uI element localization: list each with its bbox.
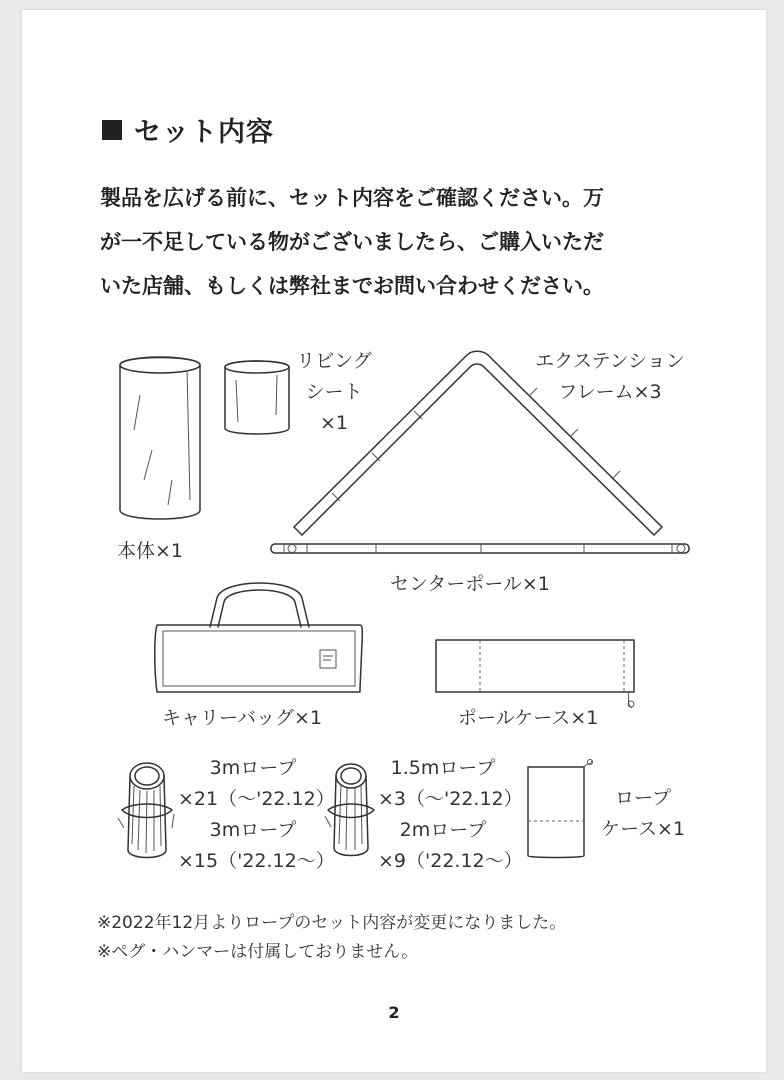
extension-frame-label: エクステンション フレーム×3 <box>535 350 685 403</box>
note-line: ※ペグ・ハンマーは付属しておりません。 <box>97 942 419 962</box>
heading-bullet-icon <box>102 120 122 140</box>
pole-case-label: ポールケース×1 <box>458 707 599 729</box>
carry-bag-label: キャリーバッグ×1 <box>162 707 323 729</box>
center-pole-icon <box>271 544 689 553</box>
rope-case-icon <box>528 760 593 858</box>
center-pole-label: センターポール×1 <box>390 573 550 595</box>
rope-a-label: 3mロープ ×21（〜'22.12） 3mロープ ×15（'22.12〜） <box>178 757 335 872</box>
living-sheet-icon <box>225 361 289 434</box>
pole-case-icon <box>436 640 634 708</box>
intro-line: が一不足している物がございましたら、ご購入いただ <box>100 230 604 254</box>
tent-body-icon <box>120 357 200 519</box>
note-line: ※2022年12月よりロープのセット内容が変更になりました。 <box>97 913 567 933</box>
section-title: セット内容 <box>134 117 274 148</box>
page-number: 2 <box>388 1003 400 1022</box>
carry-bag-icon <box>155 583 363 692</box>
living-sheet-label: リビング シート ×1 <box>296 350 372 434</box>
section-heading <box>102 110 274 149</box>
manual-page <box>22 10 766 1072</box>
rope-case-label: ロープ ケース×1 <box>600 787 686 840</box>
intro-line: いた店舗、もしくは弊社までお問い合わせください。 <box>100 274 604 298</box>
rope-b-label: 1.5mロープ ×3（〜'22.12） 2mロープ ×9（'22.12〜） <box>378 757 523 872</box>
tent-body-label: 本体×1 <box>117 540 184 562</box>
intro-line: 製品を広げる前に、セット内容をご確認ください。万 <box>100 186 604 210</box>
intro-paragraph <box>100 176 740 308</box>
rope-coil-icon-1 <box>118 763 174 858</box>
